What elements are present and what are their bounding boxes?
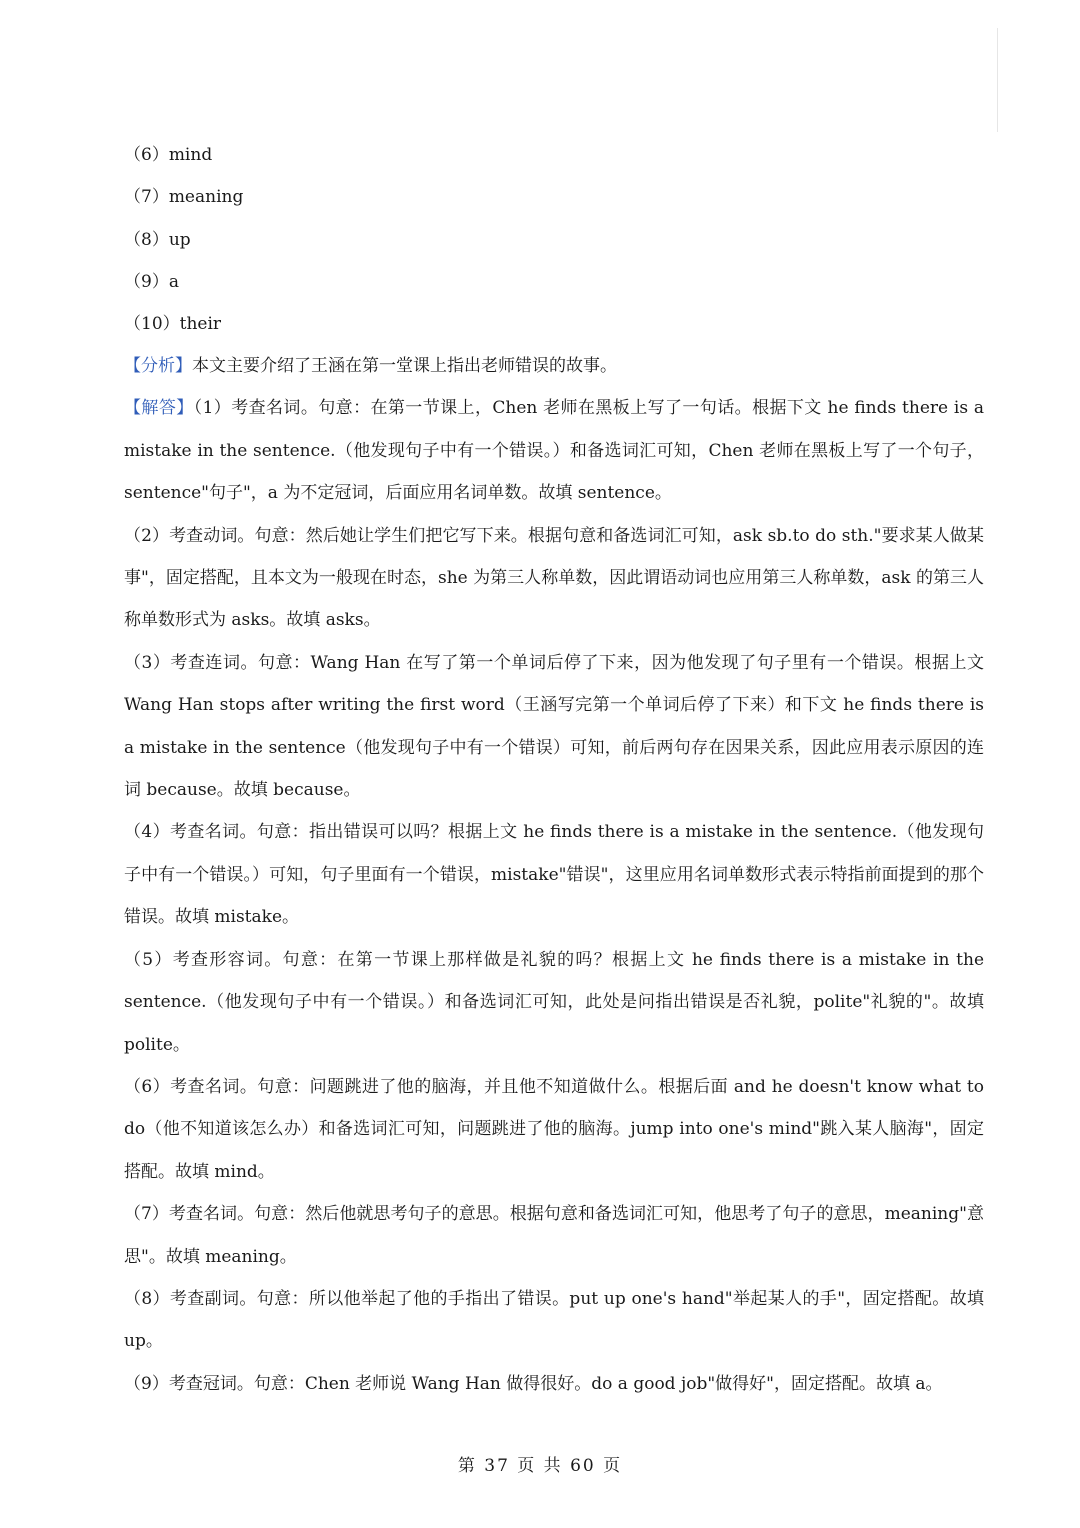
solution-paragraph-8: （8）考查副词。句意：所以他举起了他的手指出了错误。put up one's hand"举起某人的手"，固定搭配。故填 up。	[124, 1288, 984, 1352]
analysis-tag: 【分析】	[124, 356, 192, 376]
scan-edge-divider	[997, 28, 998, 132]
solution-paragraph-4: （4）考查名词。句意：指出错误可以吗？根据上文 he finds there is a mistake in the sentence.（他发现句子中有一个错误。）可知，句子里面有一个错误，mistake"错误"，这里应用名词单数形式表示特指前面提到的那个错误。故填 mistake。	[124, 822, 984, 928]
explanation-section	[124, 345, 984, 1405]
answer-item: （9）a	[124, 271, 179, 292]
solution-paragraph-9: （9）考查冠词。句意：Chen 老师说 Wang Han 做得很好。do a good job"做得好"，固定搭配。故填 a。	[124, 1373, 943, 1394]
solution-paragraph-6: （6）考查名词。句意：问题跳进了他的脑海，并且他不知道做什么。根据后面 and he doesn't know what to do（他不知道该怎么办）和备选词汇可知，问题跳进了他的脑海。jump into one's mind"跳入某人脑海"，固定搭配。故填 mind。	[124, 1076, 984, 1182]
answer-list	[124, 134, 984, 345]
analysis-paragraph	[124, 345, 984, 387]
analysis-text: 本文主要介绍了王涵在第一堂课上指出老师错误的故事。	[192, 356, 617, 376]
answer-item: （7）meaning	[124, 187, 244, 208]
solution-tag: 【解答】	[124, 398, 194, 419]
solution-paragraph-7: （7）考查名词。句意：然后他就思考句子的意思。根据句意和备选词汇可知，他思考了句子的意思，meaning"意思"。故填 meaning。	[124, 1204, 984, 1267]
answer-item: （10）their	[124, 314, 222, 335]
solution-paragraph-2: （2）考查动词。句意：然后她让学生们把它写下来。根据句意和备选词汇可知，ask sb.to do sth."要求某人做某事"，固定搭配，且本文为一般现在时态，she 为第三人称单数，因此谓语动词也应用第三人称单数，ask 的第三人称单数形式为 asks。故填 asks。	[124, 525, 984, 631]
answer-item: （6）mind	[124, 145, 213, 165]
page-number-footer: 第 37 页 共 60 页	[457, 1456, 623, 1476]
solution-item-text: （1）考查名词。句意：在第一节课上，Chen 老师在黑板上写了一句话。根据下文 he finds there is a mistake in the sentence.（他发现句子中有一个错误。）和备选词汇可知，Chen 老师在黑板上写了一个句子，sentence"句子"，a 为不定冠词，后面应用名词单数。故填 sentence。	[124, 398, 985, 504]
answer-item: （8）up	[124, 229, 191, 250]
solution-paragraph-3: （3）考查连词。句意：Wang Han 在写了第一个单词后停了下来，因为他发现了句子里有一个错误。根据上文 Wang Han stops after writing the first word（王涵写完第一个单词后停了下来）和下文 he finds there is a mistake in the sentence（他发现句子中有一个错误）可知，前后两句存在因果关系，因此应用表示原因的连词 because。故填 because。	[124, 652, 984, 801]
solution-paragraph-1	[124, 387, 984, 514]
solution-paragraph-5: （5）考查形容词。句意：在第一节课上那样做是礼貌的吗？根据上文 he finds there is a mistake in the sentence.（他发现句子中有一个错误。）和备选词汇可知，此处是问指出错误是否礼貌，polite"礼貌的"。故填 polite。	[124, 949, 984, 1055]
